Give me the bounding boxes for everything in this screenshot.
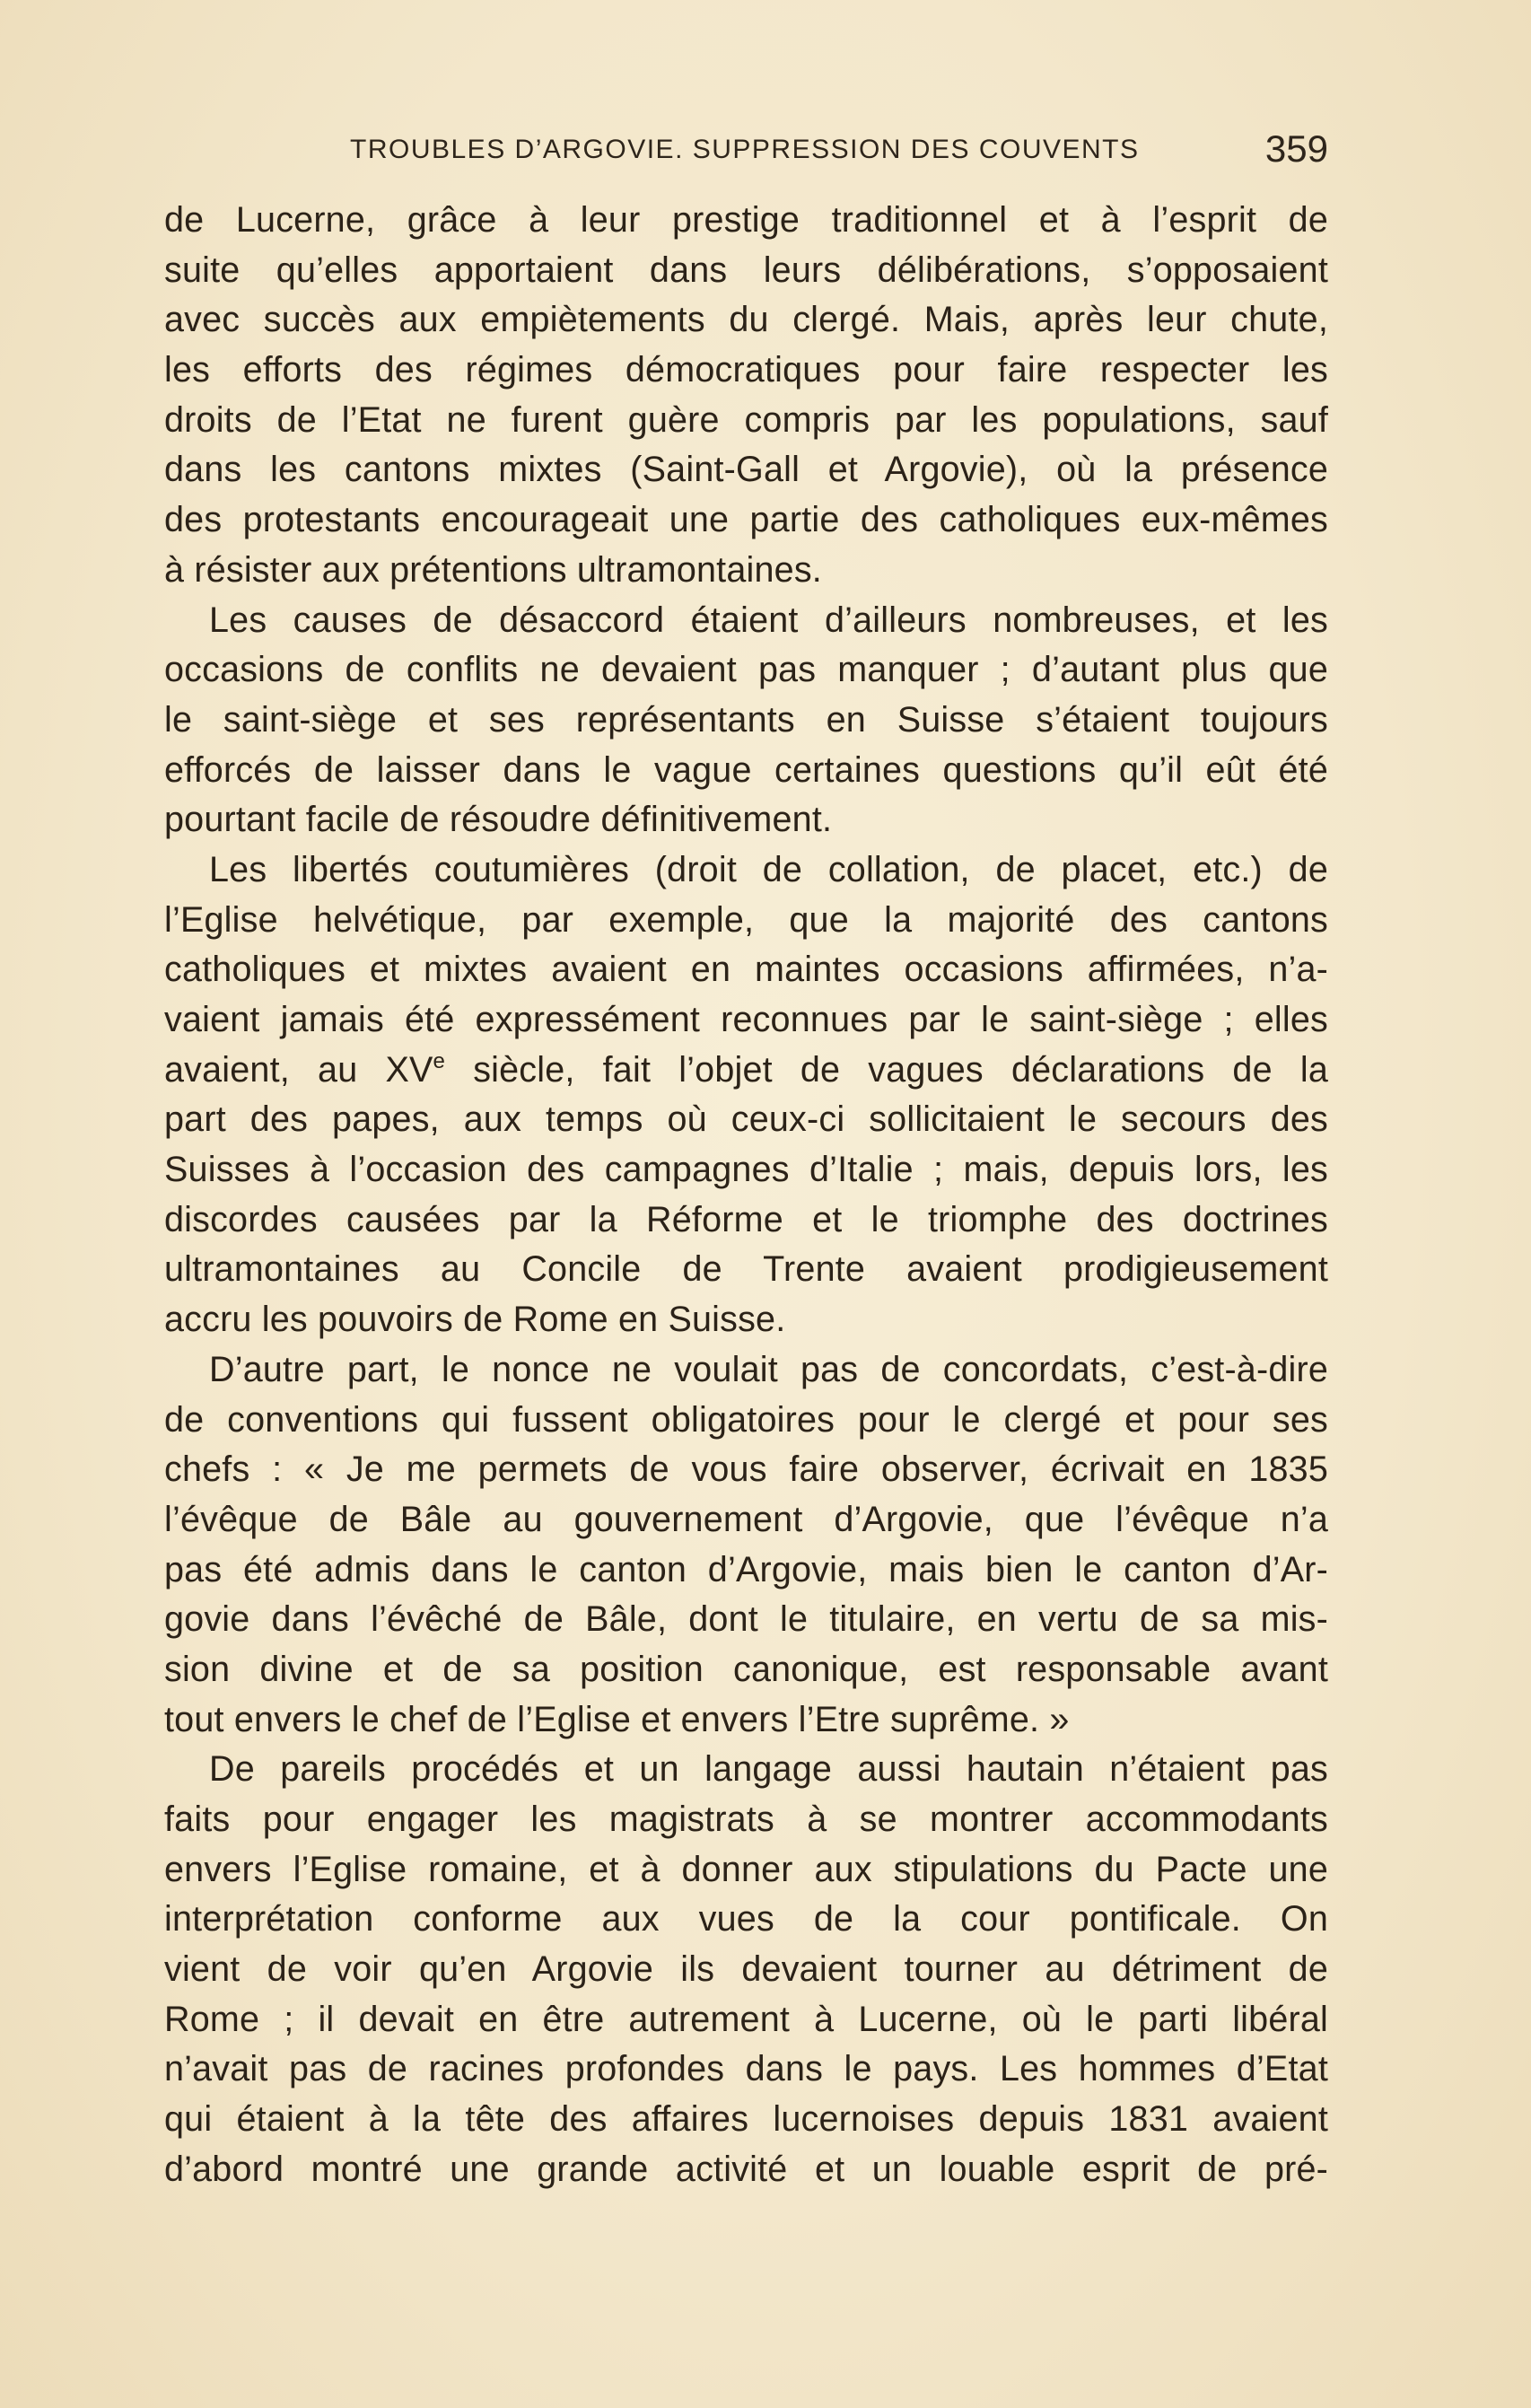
text-line: pas été admis dans le canton d’Argovie, mais bien le canton d’Ar- [164,1549,1328,1589]
text-line: dans les cantons mixtes (Saint-Gall et Argovie), où la présence [164,450,1328,490]
text-line: catholiques et mixtes avaient en maintes occasions affirmées, n’a- [164,950,1328,990]
text-line: vient de voir qu’en Argovie ils devaient tourner au détriment de [164,1949,1328,1990]
text-line: occasions de conflits ne devaient pas manquer ; d’autant plus que [164,650,1328,690]
text-line: envers l’Eglise romaine, et à donner aux stipulations du Pacte une [164,1849,1328,1889]
running-head [350,127,1328,172]
text-line: à résister aux prétentions ultramontaines. [164,549,822,590]
text-line: discordes causées par la Réforme et le triomphe des doctrines [164,1199,1328,1239]
text-line: de conventions qui fussent obligatoires pour le clergé et pour ses [164,1399,1328,1440]
text-segment: siècle, fait l’objet de vagues déclarations de la [445,1049,1328,1090]
text-line: droits de l’Etat ne furent guère compris par les populations, sauf [164,399,1328,440]
text-line: chefs : « Je me permets de vous faire observer, écrivait en 1835 [164,1449,1328,1490]
text-line: n’avait pas de racines profondes dans le pays. Les hommes d’Etat [164,2049,1328,2089]
text-line: efforcés de laisser dans le vague certaines questions qu’il eût été [164,749,1328,790]
text-line: avec succès aux empiètements du clergé. Mais, après leur chute, [164,300,1328,340]
running-title: TROUBLES D’ARGOVIE. SUPPRESSION DES COUVENTS [350,135,1140,164]
text-line: Rome ; il devait en être autrement à Lucerne, où le parti libéral [164,1999,1328,2039]
paragraph-start: Les libertés coutumières (droit de collation, de placet, etc.) de [209,849,1328,889]
text-line: de Lucerne, grâce à leur prestige traditionnel et à l’esprit de [164,200,1328,240]
page-number: 359 [1264,127,1328,170]
text-line: des protestants encourageait une partie des catholiques eux-mêmes [164,500,1328,540]
text-line: pourtant facile de résoudre définitivement. [164,800,833,840]
text-line: interprétation conforme aux vues de la cour pontificale. On [164,1899,1328,1940]
text-line: le saint-siège et ses représentants en Suisse s’étaient toujours [164,699,1328,740]
text-line: suite qu’elles apportaient dans leurs délibérations, s’opposaient [164,250,1328,290]
text-line: l’Eglise helvétique, par exemple, que la majorité des cantons [164,899,1328,940]
text-line: accru les pouvoirs de Rome en Suisse. [164,1300,786,1340]
text-line: qui étaient à la tête des affaires lucernoises depuis 1831 avaient [164,2099,1328,2140]
text-line: Suisses à l’occasion des campagnes d’Italie ; mais, depuis lors, les [164,1150,1328,1190]
body-text [164,196,1328,2195]
paragraph-start: D’autre part, le nonce ne voulait pas de concordats, c’est-à-dire [209,1349,1328,1389]
text-line: faits pour engager les magistrats à se montrer accommodants [164,1799,1328,1839]
text-line: vaient jamais été expressément reconnues par le saint-siège ; elles [164,1000,1328,1039]
text-segment: avaient, au XV [164,1049,433,1090]
text-line: ultramontaines au Concile de Trente avaient prodigieusement [164,1249,1328,1290]
paragraph-start: Les causes de désaccord étaient d’ailleurs nombreuses, et les [209,600,1328,640]
text-line: govie dans l’évêché de Bâle, dont le titulaire, en vertu de sa mis- [164,1599,1328,1640]
text-line [164,1046,1328,1096]
text-line: l’évêque de Bâle au gouvernement d’Argovie, que l’évêque n’a [164,1499,1328,1539]
text-line: les efforts des régimes démocratiques pour faire respecter les [164,350,1328,390]
text-line: sion divine et de sa position canonique, est responsable avant [164,1649,1328,1689]
superscript: e [433,1048,446,1073]
text-line: d’abord montré une grande activité et un louable esprit de pré- [164,2149,1328,2189]
paragraph-start: De pareils procédés et un langage aussi hautain n’étaient pas [209,1749,1328,1790]
text-line: part des papes, aux temps où ceux-ci sollicitaient le secours des [164,1099,1328,1140]
text-line: tout envers le chef de l’Eglise et envers l’Etre suprême. » [164,1699,1070,1739]
